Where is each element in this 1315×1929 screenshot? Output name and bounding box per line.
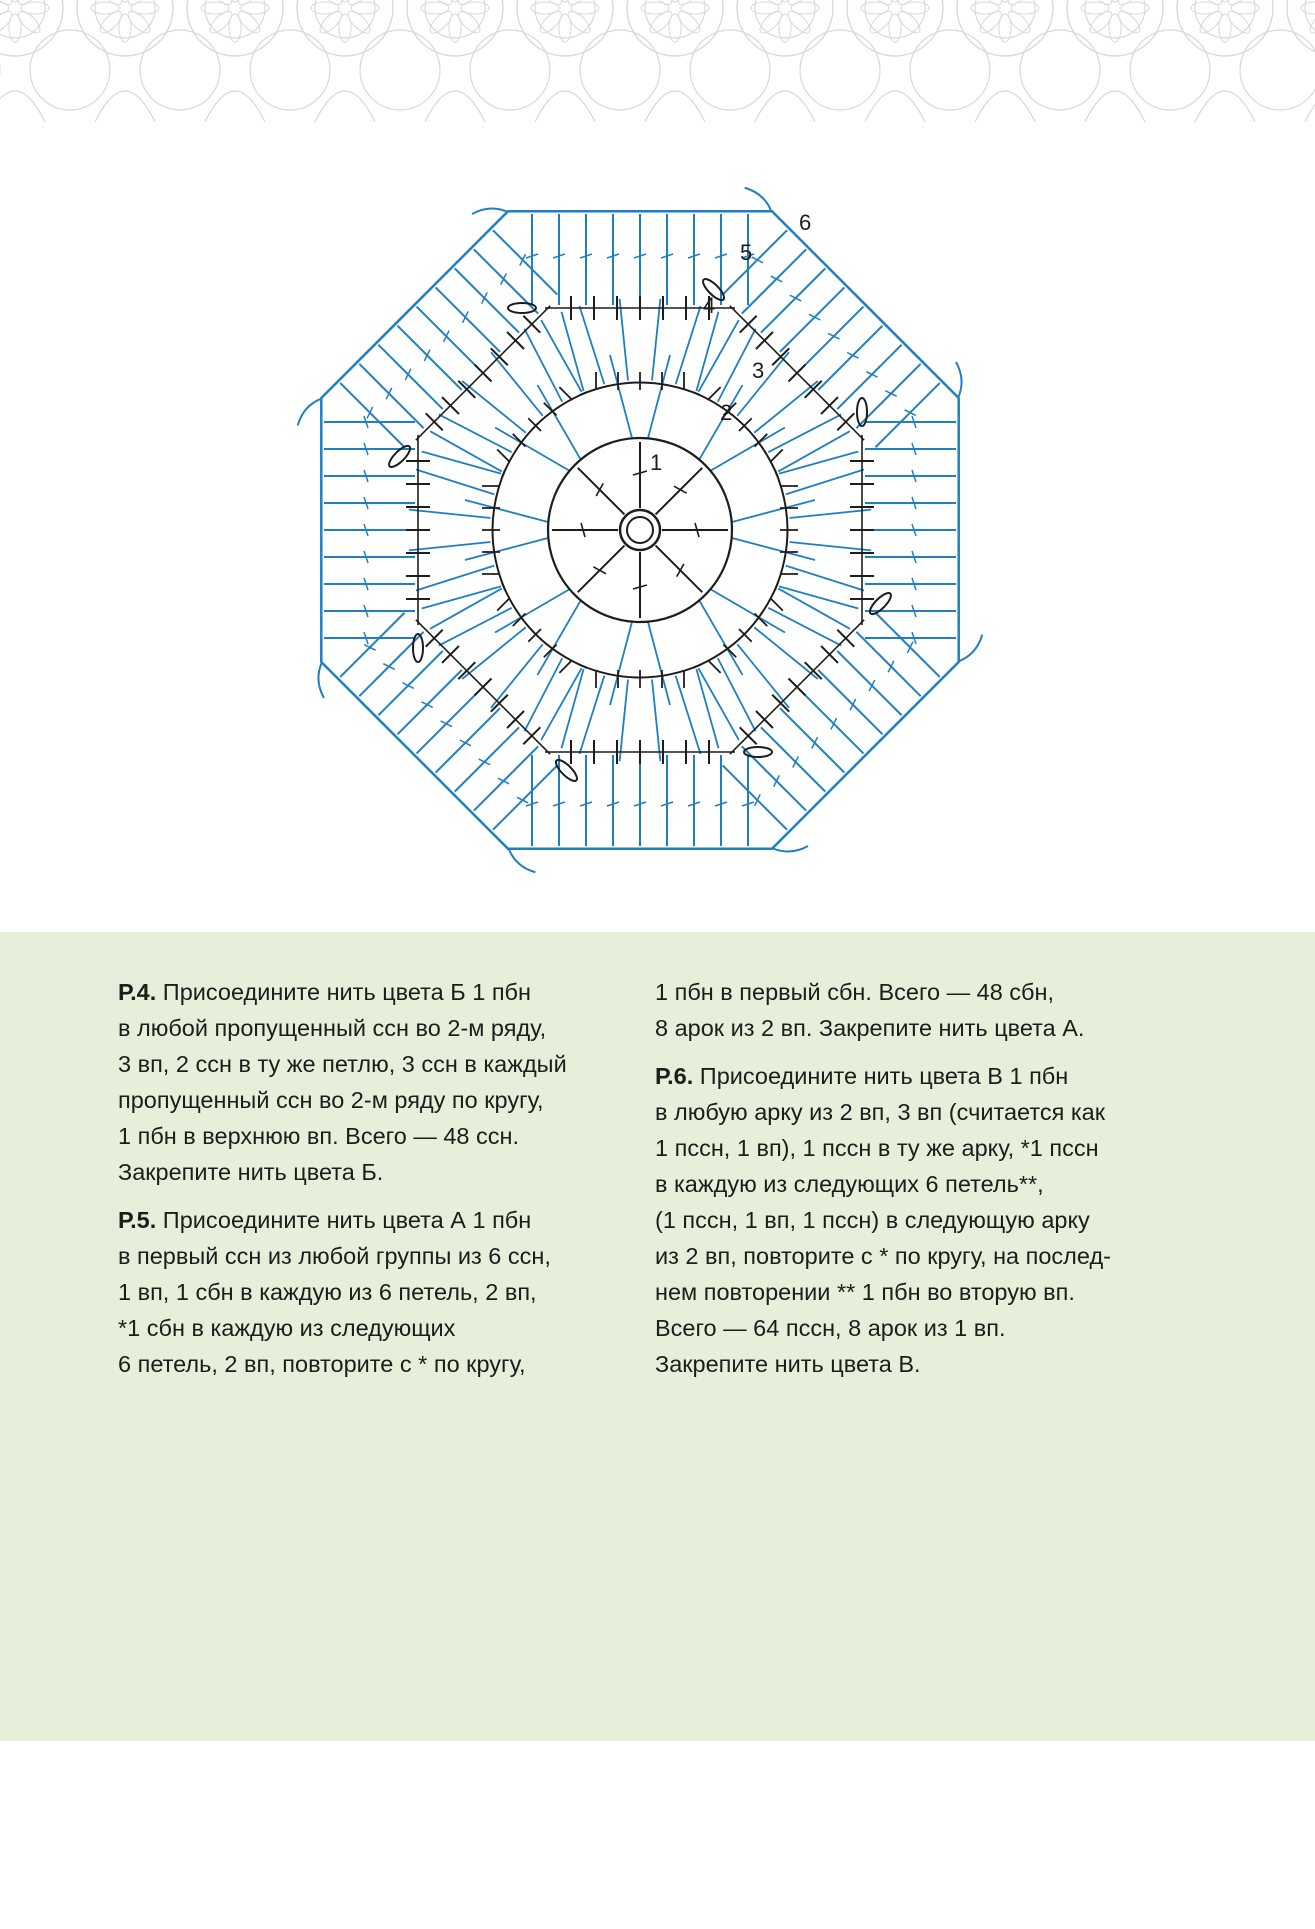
lace-petal xyxy=(1115,8,1143,36)
lace-arch xyxy=(1195,91,1255,122)
row-6-stitch xyxy=(378,345,442,409)
row-6-stitch xyxy=(417,689,481,753)
row-4-stitch xyxy=(422,423,501,502)
lace-petal xyxy=(537,8,565,36)
lace-petal xyxy=(0,8,15,36)
lace-petal xyxy=(675,0,703,8)
row-4-stitch xyxy=(779,558,858,637)
row-5-label: Р.5. xyxy=(118,1207,157,1233)
row-6-corner-chain xyxy=(772,846,808,852)
lace-arch xyxy=(535,91,595,122)
row-2-stitch xyxy=(610,622,632,705)
row-4-stitch xyxy=(430,588,502,628)
row-3-stitch xyxy=(739,418,752,431)
lace-flower-motif xyxy=(30,0,173,122)
lace-petal xyxy=(1307,0,1315,8)
row-3-stitch xyxy=(708,387,721,400)
row-6-corner-chain xyxy=(956,362,962,398)
motif-side-black xyxy=(508,296,735,508)
lace-petal xyxy=(1115,0,1143,8)
row-6-corner-chain xyxy=(318,662,324,698)
row-4-stitch xyxy=(533,312,612,391)
lace-petal xyxy=(427,8,455,36)
lace-flower-motif xyxy=(580,0,723,122)
row-5-chain xyxy=(386,443,413,470)
row-4-stitch xyxy=(533,669,612,748)
lace-petal xyxy=(977,0,1005,8)
octagon-motif-chart xyxy=(0,160,1315,880)
row-1-stitch xyxy=(656,468,703,515)
row-3-stitch xyxy=(770,449,783,462)
row-2-stitch xyxy=(732,538,815,560)
text-line: Закрепите нить цвета Б. xyxy=(118,1159,384,1185)
lace-ring xyxy=(975,0,1035,38)
text-line: 8 арок из 2 вп. Закрепите нить цвета А. xyxy=(655,1015,1085,1041)
row-2-stitch xyxy=(465,500,548,522)
lace-petal xyxy=(1301,2,1315,14)
lace-flower-motif xyxy=(690,0,833,122)
lace-petal xyxy=(97,0,125,8)
row-6-stitch xyxy=(837,651,901,715)
lace-petal xyxy=(345,8,373,36)
row-4-stitch xyxy=(779,423,858,502)
text-line: 1 пссн, 1 вп), 1 пссн в ту же арку, *1 пссн xyxy=(655,1135,1099,1161)
lace-ring xyxy=(425,0,485,38)
text-line: в любой пропущенный ссн во 2-м ряду, xyxy=(118,1015,547,1041)
text-line: в каждую из следующих 6 петель**, xyxy=(655,1171,1044,1197)
row-6-stitch xyxy=(378,651,442,715)
row-number-label: 3 xyxy=(752,358,765,383)
row-6-stitch xyxy=(761,268,825,332)
text-line: пропущенный ссн во 2-м ряду по кругу, xyxy=(118,1087,544,1113)
lace-flower-motif xyxy=(800,0,943,122)
lace-arch xyxy=(755,91,815,122)
lace-petal xyxy=(999,0,1011,2)
row-6-stitch xyxy=(856,632,920,696)
lace-ring xyxy=(580,30,660,110)
row-4-stitch xyxy=(430,431,502,471)
text-line: *1 сбн в каждую из следующих xyxy=(118,1315,456,1341)
lace-flower-motif xyxy=(1020,0,1163,122)
row-1-stitch xyxy=(578,468,625,515)
lace-petal xyxy=(207,8,235,36)
lace-ring xyxy=(95,0,155,38)
row-6-corner-chain xyxy=(294,396,323,425)
text-line: 3 вп, 2 ссн в ту же петлю, 3 ссн в каждый xyxy=(118,1051,567,1077)
instructions-panel xyxy=(0,932,1315,1741)
row-2-stitch xyxy=(610,355,632,438)
row-4-stitch xyxy=(579,676,604,754)
lace-arch xyxy=(425,91,485,122)
lace-petal xyxy=(235,0,263,8)
lace-petal xyxy=(867,8,895,36)
motif-side xyxy=(318,416,548,698)
lace-petal xyxy=(317,8,345,36)
row-2-stitch xyxy=(648,622,670,705)
lace-ring xyxy=(755,0,815,38)
text-line: из 2 вп, повторите с * по кругу, на послед- xyxy=(655,1243,1111,1269)
row-6-stitch xyxy=(780,287,844,351)
lace-petal xyxy=(757,0,785,8)
ornament-header xyxy=(0,0,1315,122)
lace-petal xyxy=(15,8,43,36)
lace-petal xyxy=(675,8,703,36)
row-2-stitch xyxy=(648,355,670,438)
row-2-stitch xyxy=(465,538,548,560)
lace-ring xyxy=(205,0,265,38)
lace-petal xyxy=(565,8,593,36)
lace-petal xyxy=(895,0,923,8)
row-number-label: 6 xyxy=(799,210,812,235)
lace-ring xyxy=(910,30,990,110)
row-6-stitch xyxy=(493,765,557,829)
lace-ring xyxy=(1195,0,1255,38)
lace-petal xyxy=(1219,0,1231,2)
lace-arch xyxy=(95,91,155,122)
row-6-corner-chain xyxy=(506,847,535,876)
row-4-stitch xyxy=(790,542,872,550)
text-line: Присоедините нить цвета А 1 пбн xyxy=(156,1207,532,1233)
row-4-stitch xyxy=(676,676,701,754)
motif-side-black xyxy=(545,552,772,764)
motif-side xyxy=(526,622,808,852)
row-6-stitch xyxy=(818,670,882,734)
lace-ring xyxy=(1085,0,1145,38)
lace-petal xyxy=(559,0,571,2)
lace-petal xyxy=(317,0,345,8)
lace-petal xyxy=(889,0,901,2)
motif-side-black xyxy=(406,435,618,662)
row-3-stitch xyxy=(739,629,752,642)
row-6-stitch xyxy=(436,708,500,772)
text-line: Присоедините нить цвета В 1 пбн xyxy=(693,1063,1069,1089)
row-6-label: Р.6. xyxy=(655,1063,694,1089)
row-4-instructions xyxy=(118,974,638,1190)
lace-ring xyxy=(360,30,440,110)
lace-arch xyxy=(1085,91,1145,122)
row-6-corner-chain xyxy=(957,635,986,664)
row-6-corner-chain xyxy=(745,184,774,213)
text-line: 1 пбн в верхнюю вп. Всего — 48 ссн. xyxy=(118,1123,520,1149)
row-number-label: 4 xyxy=(703,293,716,318)
lace-ring xyxy=(140,30,220,110)
row-3-stitch xyxy=(497,598,510,611)
lace-petal xyxy=(785,8,813,36)
row-6-stitch xyxy=(818,326,882,390)
row-4-stitch xyxy=(668,312,747,391)
lace-petal xyxy=(1109,0,1121,2)
lace-ornament-pattern xyxy=(0,0,1315,122)
lace-ring xyxy=(1020,30,1100,110)
row-6-stitch xyxy=(780,708,844,772)
text-line: (1 пссн, 1 вп, 1 пссн) в следующую арку xyxy=(655,1207,1090,1233)
lace-petal xyxy=(339,0,351,2)
row-4-stitch xyxy=(786,566,864,591)
row-6-stitch xyxy=(799,307,863,371)
row-6-stitch xyxy=(474,746,538,810)
row-4-stitch xyxy=(778,588,850,628)
lace-petal xyxy=(1225,0,1253,8)
lace-flower-motif xyxy=(470,0,613,122)
instructions-right-column xyxy=(655,974,1175,1394)
row-4-stitch xyxy=(778,431,850,471)
lace-petal xyxy=(1087,8,1115,36)
lace-petal xyxy=(1005,8,1033,36)
lace-petal xyxy=(125,0,153,8)
row-6-stitch xyxy=(799,689,863,753)
row-6-stitch xyxy=(340,613,404,677)
text-line: Присоедините нить цвета Б 1 пбн xyxy=(156,979,531,1005)
row-6-stitch xyxy=(875,613,939,677)
lace-ring xyxy=(1130,30,1210,110)
lace-petal xyxy=(119,0,131,2)
row-6-stitch xyxy=(397,326,461,390)
row-4-stitch xyxy=(620,680,628,762)
lace-petal xyxy=(895,8,923,36)
row-5-chain xyxy=(867,590,894,617)
lace-ring xyxy=(250,30,330,110)
row-4-stitch xyxy=(676,306,701,384)
motif-side xyxy=(472,208,754,438)
row-3-stitch xyxy=(559,660,572,673)
row-6-stitch xyxy=(340,383,404,447)
row-4-label: Р.4. xyxy=(118,979,157,1005)
lace-petal xyxy=(427,0,455,8)
row-1-stitch xyxy=(578,546,625,593)
lace-petal xyxy=(647,0,675,8)
lace-petal xyxy=(785,0,813,8)
lace-petal xyxy=(1197,0,1225,8)
lace-flower-motif xyxy=(1130,0,1273,122)
lace-arch xyxy=(865,91,925,122)
row-number-label: 1 xyxy=(650,450,663,475)
lace-petal xyxy=(779,0,791,2)
row-6-stitch xyxy=(723,230,787,294)
row-6-stitch xyxy=(455,268,519,332)
text-line: Закрепите нить цвета В. xyxy=(655,1351,921,1377)
lace-petal xyxy=(669,0,681,2)
row-4-stitch xyxy=(668,669,747,748)
lace-arch xyxy=(0,91,45,122)
row-4-stitch xyxy=(541,668,581,740)
row-4-stitch xyxy=(698,668,738,740)
lace-flower-motif xyxy=(360,0,503,122)
lace-ring xyxy=(470,30,550,110)
row-6-stitch xyxy=(417,307,481,371)
row-4-stitch xyxy=(579,306,604,384)
lace-petal xyxy=(1225,8,1253,36)
row-6-stitch xyxy=(436,287,500,351)
lace-petal xyxy=(449,0,461,2)
row-4-stitch xyxy=(409,542,491,550)
lace-petal xyxy=(1005,0,1033,8)
row-6-stitch xyxy=(723,765,787,829)
instructions-left-column xyxy=(118,974,638,1394)
lace-arch xyxy=(205,91,265,122)
lace-ring xyxy=(865,0,925,38)
lace-petal xyxy=(125,8,153,36)
text-line: нем повторении ** 1 пбн во вторую вп. xyxy=(655,1279,1075,1305)
text-line: в любую арку из 2 вп, 3 вп (считается как xyxy=(655,1099,1105,1125)
lace-petal xyxy=(229,0,241,2)
lace-petal xyxy=(455,8,483,36)
row-3-stitch xyxy=(708,660,721,673)
lace-ring xyxy=(315,0,375,38)
row-6-corner-chain xyxy=(472,208,508,214)
row-4-stitch xyxy=(422,558,501,637)
row-4-stitch xyxy=(416,469,494,494)
row-2-stitch xyxy=(732,500,815,522)
row-4-stitch xyxy=(416,566,494,591)
row-6-stitch xyxy=(761,727,825,791)
lace-arch xyxy=(315,91,375,122)
row-4-stitch xyxy=(698,320,738,392)
lace-petal xyxy=(345,0,373,8)
magic-ring-inner xyxy=(627,517,653,543)
motif-side-black xyxy=(662,398,874,625)
lace-flower-motif xyxy=(910,0,1053,122)
lace-petal xyxy=(235,8,263,36)
row-4-stitch xyxy=(786,469,864,494)
lace-petal xyxy=(9,0,21,2)
lace-petal xyxy=(757,8,785,36)
lace-petal xyxy=(647,8,675,36)
row-4-stitch xyxy=(652,680,660,762)
row-5-continued xyxy=(655,974,1175,1046)
row-6-stitch xyxy=(493,230,557,294)
row-number-label: 2 xyxy=(720,400,733,425)
motif-side xyxy=(732,362,962,644)
lace-flower-motif xyxy=(250,0,393,122)
lace-ring xyxy=(800,30,880,110)
text-line: 1 вп, 1 сбн в каждую из 6 петель, 2 вп, xyxy=(118,1279,537,1305)
lace-arch xyxy=(975,91,1035,122)
text-line: в первый ссн из любой группы из 6 ссн, xyxy=(118,1243,551,1269)
text-line: Всего — 64 пссн, 8 арок из 1 вп. xyxy=(655,1315,1006,1341)
row-3-stitch xyxy=(528,629,541,642)
row-3-stitch xyxy=(770,598,783,611)
lace-petal xyxy=(977,8,1005,36)
crochet-diagram xyxy=(0,160,1315,880)
lace-ring xyxy=(30,30,110,110)
row-6-stitch xyxy=(359,364,423,428)
row-6-stitch xyxy=(837,345,901,409)
text-line: 1 пбн в первый сбн. Всего — 48 сбн, xyxy=(655,979,1055,1005)
lace-petal xyxy=(537,0,565,8)
lace-arch xyxy=(645,91,705,122)
row-4-stitch xyxy=(652,299,660,381)
row-1-stitch xyxy=(656,546,703,593)
lace-ring xyxy=(535,0,595,38)
row-3-stitch xyxy=(528,418,541,431)
lace-ring xyxy=(690,30,770,110)
lace-ring xyxy=(1240,30,1315,110)
lace-flower-motif xyxy=(1240,0,1315,122)
row-number-label: 5 xyxy=(740,240,753,265)
lace-petal xyxy=(455,0,483,8)
lace-petal xyxy=(1197,8,1225,36)
lace-ring xyxy=(645,0,705,38)
lace-flower-motif xyxy=(140,0,283,122)
row-6-stitch xyxy=(397,670,461,734)
text-line: 6 петель, 2 вп, повторите с * по кругу, xyxy=(118,1351,526,1377)
lace-petal xyxy=(97,8,125,36)
row-6-stitch xyxy=(875,383,939,447)
lace-ring xyxy=(1305,0,1315,38)
row-5-chain xyxy=(553,757,580,784)
lace-petal xyxy=(1087,0,1115,8)
row-4-stitch xyxy=(541,320,581,392)
row-3-stitch xyxy=(559,387,572,400)
row-4-stitch xyxy=(620,299,628,381)
row-6-instructions xyxy=(655,1058,1175,1382)
lace-petal xyxy=(565,0,593,8)
lace-petal xyxy=(15,0,43,8)
row-4-stitch xyxy=(790,510,872,518)
lace-petal xyxy=(207,0,235,8)
row-4-stitch xyxy=(409,510,491,518)
lace-petal xyxy=(867,0,895,8)
row-6-stitch xyxy=(455,727,519,791)
row-3-stitch xyxy=(497,449,510,462)
row-5-instructions xyxy=(118,1202,638,1382)
